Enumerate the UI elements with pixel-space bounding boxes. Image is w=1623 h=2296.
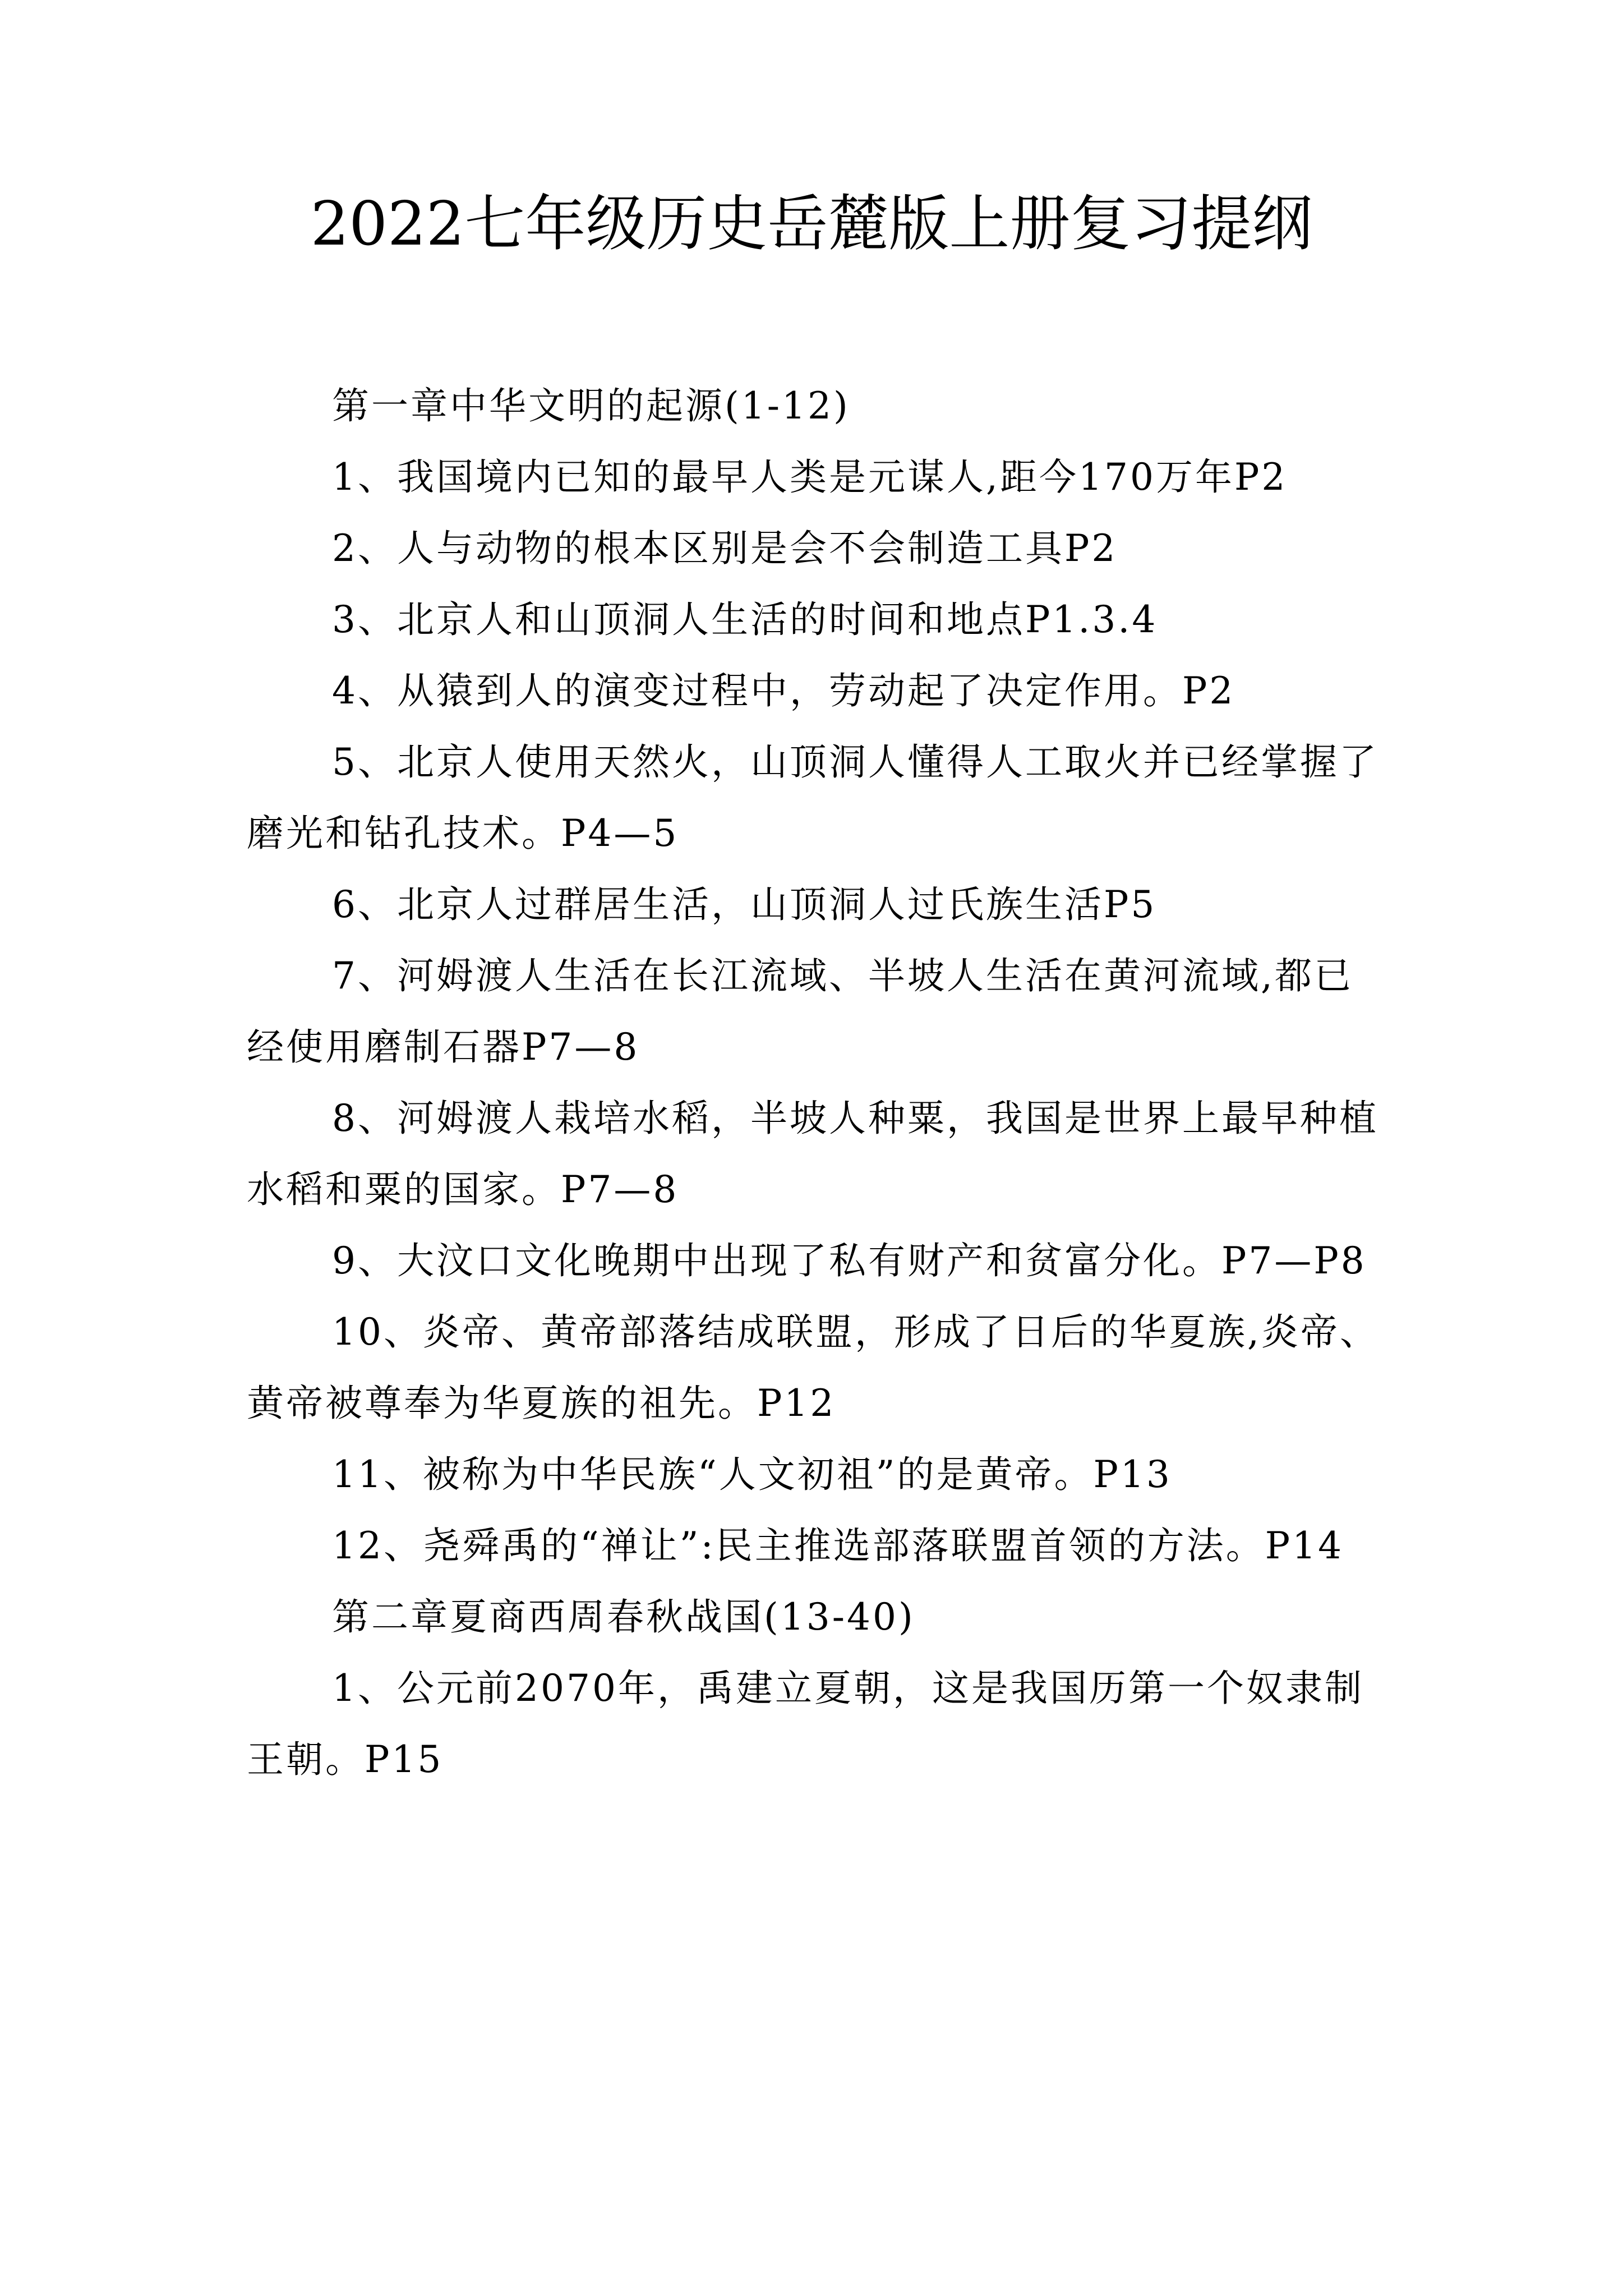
list-item: 6、北京人过群居生活，山顶洞人过氏族生活P5: [332, 883, 1157, 926]
chapter-heading-2: 第二章夏商西周春秋战国(13-40): [332, 1595, 915, 1639]
document-body: [247, 370, 1391, 1795]
list-item: 3、北京人和山顶洞人生活的时间和地点P1.3.4: [332, 598, 1158, 641]
list-item: 10、炎帝、黄帝部落结成联盟，形成了日后的华夏族,炎帝、黄帝被尊奉为华夏族的祖先。P12: [247, 1310, 1379, 1425]
list-item: 4、从猿到人的演变过程中，劳动起了决定作用。P2: [332, 669, 1235, 712]
list-item: 2、人与动物的根本区别是会不会制造工具P2: [332, 527, 1118, 570]
list-item: 7、河姆渡人生活在长江流域、半坡人生活在黄河流域,都已经使用磨制石器P7—8: [247, 954, 1353, 1069]
chapter-heading-1: 第一章中华文明的起源(1-12): [332, 384, 850, 427]
list-item: 1、公元前2070年，禹建立夏朝，这是我国历第一个奴隶制王朝。P15: [247, 1667, 1364, 1781]
list-item: 5、北京人使用天然火，山顶洞人懂得人工取火并已经掌握了磨光和钻孔技术。P4—5: [247, 740, 1378, 855]
document-title: 2022七年级历史岳麓版上册复习提纲: [310, 189, 1313, 259]
list-item: 1、我国境内已知的最早人类是元谋人,距今170万年P2: [332, 455, 1288, 499]
list-item: 9、大汶口文化晚期中出现了私有财产和贫富分化。P7—P8: [332, 1239, 1367, 1282]
list-item: 11、被称为中华民族“人文初祖”的是黄帝。P13: [332, 1453, 1172, 1496]
list-item: 12、尧舜禹的“禅让”:民主推选部落联盟首领的方法。P14: [332, 1524, 1344, 1567]
list-item: 8、河姆渡人栽培水稻，半坡人种粟，我国是世界上最早种植水稻和粟的国家。P7—8: [247, 1097, 1378, 1211]
